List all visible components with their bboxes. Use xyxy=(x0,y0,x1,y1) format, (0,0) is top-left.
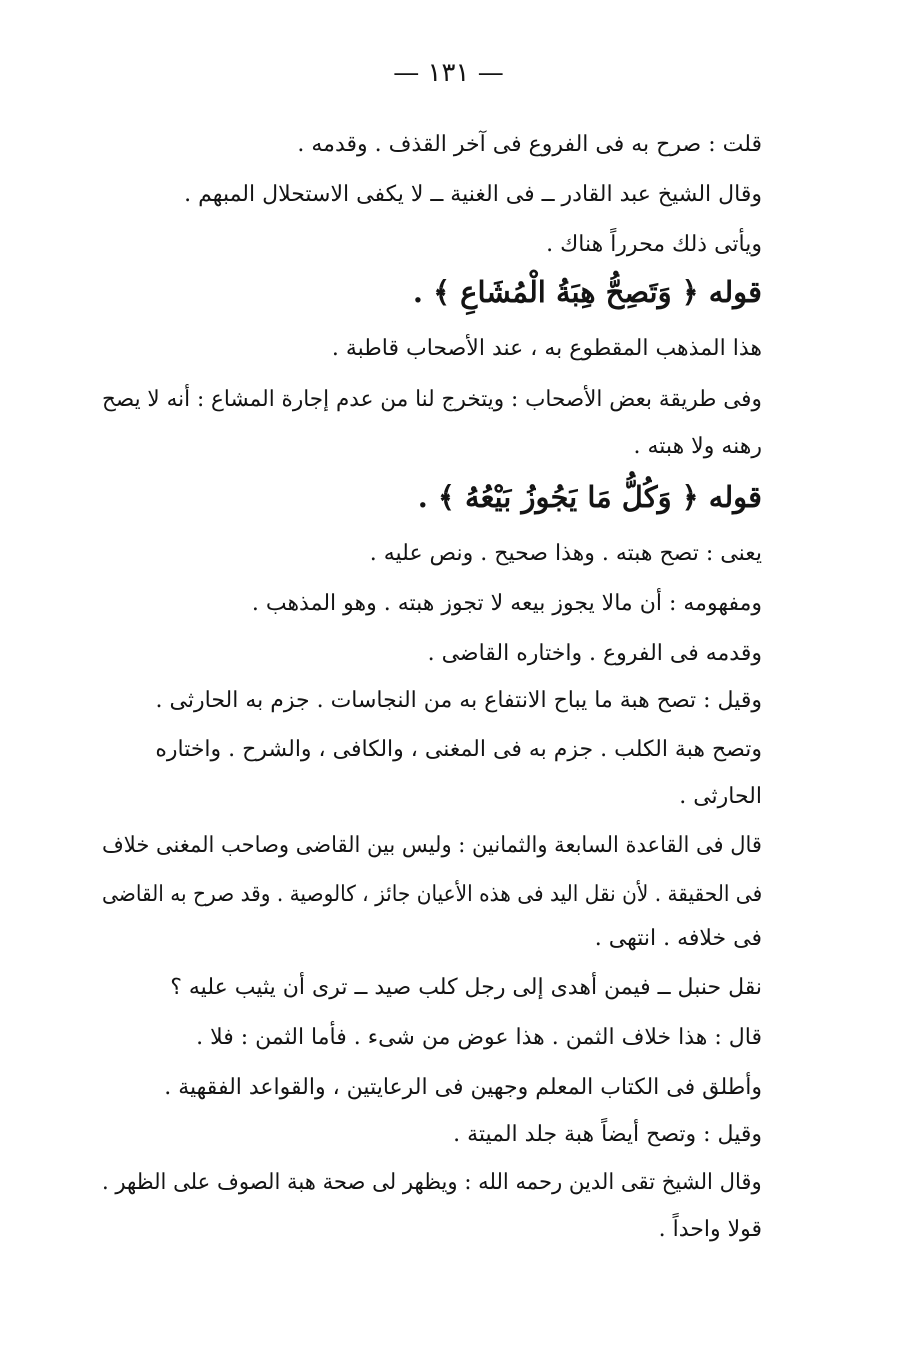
text-line: وتصح هبة الكلب . جزم به فى المغنى ، والكافى ، والشرح . واختاره xyxy=(155,737,762,762)
text-line: وأطلق فى الكتاب المعلم وجهين فى الرعايتين ، والقواعد الفقهية . xyxy=(164,1075,762,1100)
text-line: هذا المذهب المقطوع به ، عند الأصحاب قاطبة . xyxy=(331,336,762,361)
text-line: الحارثى . xyxy=(679,784,762,809)
section-heading: قوله ﴿ وَتَصِحُّ هِبَةُ الْمُشَاعِ ﴾ . xyxy=(412,275,762,309)
text-line: فى خلافه . انتهى . xyxy=(594,926,762,951)
text-line: وقال الشيخ تقى الدين رحمه الله : ويظهر لى صحة هبة الصوف على الظهر . xyxy=(102,1170,762,1195)
text-line: ومفهومه : أن مالا يجوز بيعه لا تجوز هبته . وهو المذهب . xyxy=(251,591,762,616)
text-line: وقيل : وتصح أيضاً هبة جلد الميتة . xyxy=(453,1122,762,1147)
text-line: قولا واحداً . xyxy=(658,1217,762,1242)
text-line: يعنى : تصح هبته . وهذا صحيح . ونص عليه . xyxy=(369,541,762,566)
text-line: قال فى القاعدة السابعة والثمانين : وليس بين القاضى وصاحب المغنى خلاف xyxy=(102,833,762,858)
text-line: فى الحقيقة . لأن نقل اليد فى هذه الأعيان جائز ، كالوصية . وقد صرح به القاضى xyxy=(101,882,762,907)
text-line: رهنه ولا هبته . xyxy=(633,434,762,459)
text-line: نقل حنبل ــ فيمن أهدى إلى رجل كلب صيد ــ ترى أن يثيب عليه ؟ xyxy=(170,975,762,1000)
text-line: ويأتى ذلك محرراً هناك . xyxy=(546,232,762,257)
text-line: قلت : صرح به فى الفروع فى آخر القذف . وقدمه . xyxy=(297,132,762,157)
page-number: — ١٣١ — xyxy=(393,58,504,88)
section-heading: قوله ﴿ وَكُلُّ مَا يَجُوزُ بَيْعُهُ ﴾ . xyxy=(417,480,762,514)
text-line: وقدمه فى الفروع . واختاره القاضى . xyxy=(427,641,762,666)
text-line: وقال الشيخ عبد القادر ــ فى الغنية ــ لا يكفى الاستحلال المبهم . xyxy=(184,182,762,207)
text-line: وفى طريقة بعض الأصحاب : ويتخرج لنا من عدم إجارة المشاع : أنه لا يصح xyxy=(102,387,762,412)
text-line: وقيل : تصح هبة ما يباح الانتفاع به من النجاسات . جزم به الحارثى . xyxy=(155,688,762,713)
text-line: قال : هذا خلاف الثمن . هذا عوض من شىء . فأما الثمن : فلا . xyxy=(196,1025,762,1050)
